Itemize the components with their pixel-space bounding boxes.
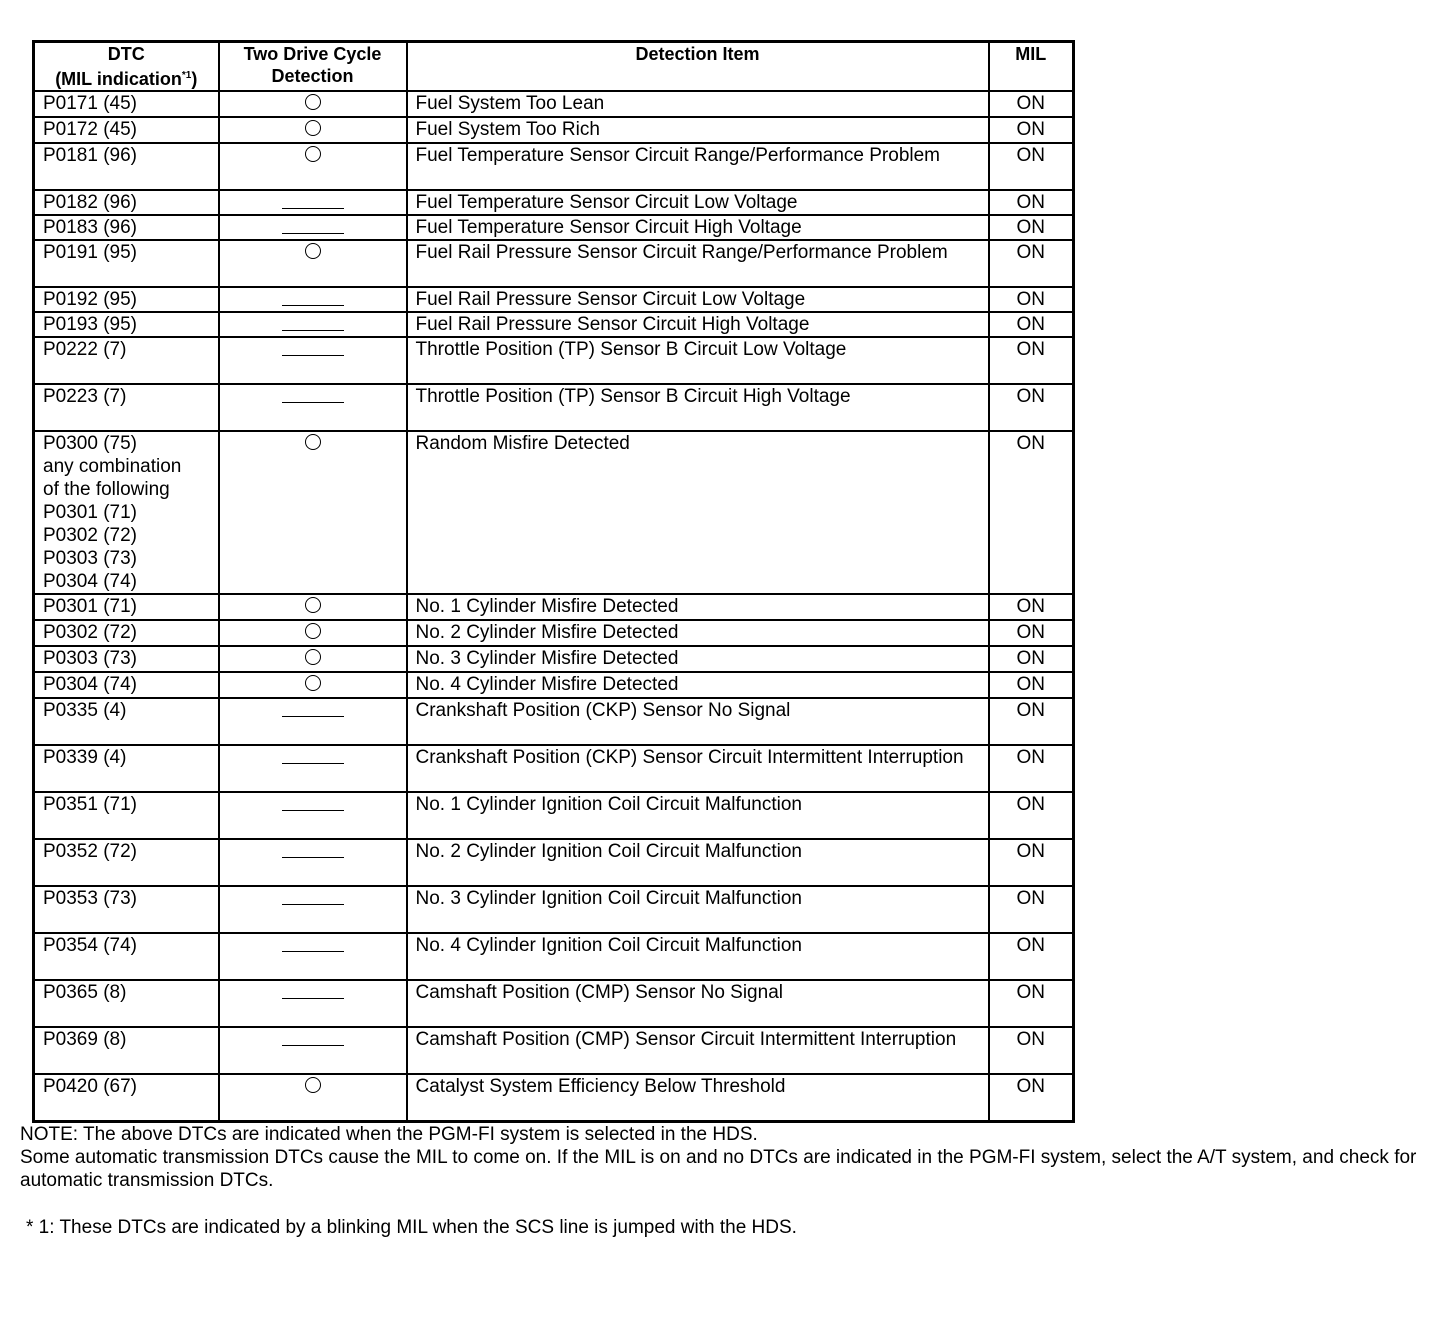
dash-icon: [282, 998, 344, 999]
dtc-code: P0365 (8): [43, 982, 127, 1003]
dtc-code: P0302 (72): [43, 622, 138, 643]
cell-detection-item: Fuel Rail Pressure Sensor Circuit High Voltage: [407, 312, 989, 337]
cell-detection-item: No. 2 Cylinder Misfire Detected: [407, 620, 989, 646]
cell-mil: ON: [989, 698, 1074, 745]
cell-mil: ON: [989, 384, 1074, 431]
dtc-code: P0304 (74): [43, 571, 138, 592]
table-row: [34, 933, 1074, 980]
cell-dtc: [34, 337, 219, 384]
cell-dtc: [34, 698, 219, 745]
dtc-code: P0222 (7): [43, 339, 127, 360]
cell-detection-item: Crankshaft Position (CKP) Sensor Circuit Intermittent Interruption: [407, 745, 989, 792]
table-row: [34, 312, 1074, 337]
dtc-code: P0339 (4): [43, 747, 127, 768]
dtc-code: P0303 (73): [43, 548, 138, 569]
cell-mil: ON: [989, 745, 1074, 792]
dash-icon: [282, 763, 344, 764]
cell-detection-item: Throttle Position (TP) Sensor B Circuit High Voltage: [407, 384, 989, 431]
cell-two-drive: [219, 933, 407, 980]
cell-two-drive: [219, 886, 407, 933]
cell-two-drive: [219, 980, 407, 1027]
cell-mil: ON: [989, 215, 1074, 240]
cell-detection-item: Fuel System Too Rich: [407, 117, 989, 143]
cell-detection-item: Fuel Rail Pressure Sensor Circuit Low Voltage: [407, 287, 989, 312]
table-row: [34, 431, 1074, 594]
cell-detection-item: Camshaft Position (CMP) Sensor Circuit Intermittent Interruption: [407, 1027, 989, 1074]
cell-dtc: [34, 117, 219, 143]
table-row: [34, 646, 1074, 672]
cell-mil: ON: [989, 287, 1074, 312]
dtc-code: P0172 (45): [43, 119, 138, 140]
cell-mil: ON: [989, 1027, 1074, 1074]
header-dtc-footnote-mark: *1: [181, 70, 192, 81]
cell-detection-item: No. 2 Cylinder Ignition Coil Circuit Malfunction: [407, 839, 989, 886]
cell-dtc: [34, 980, 219, 1027]
table-row: [34, 337, 1074, 384]
cell-two-drive: [219, 698, 407, 745]
dtc-code: P0301 (71): [43, 502, 138, 523]
table-row: [34, 980, 1074, 1027]
table-row: [34, 117, 1074, 143]
dtc-code: P0193 (95): [43, 314, 138, 335]
cell-two-drive: [219, 672, 407, 698]
cell-two-drive: [219, 215, 407, 240]
circle-icon: [305, 243, 321, 259]
header-detection-item: Detection Item: [407, 42, 989, 92]
dtc-code: P0171 (45): [43, 93, 138, 114]
cell-dtc: [34, 933, 219, 980]
dtc-code: P0181 (96): [43, 145, 138, 166]
table-row: [34, 1074, 1074, 1121]
dtc-code: P0183 (96): [43, 217, 138, 238]
dash-icon: [282, 330, 344, 331]
cell-detection-item: No. 1 Cylinder Misfire Detected: [407, 594, 989, 620]
table-row: [34, 886, 1074, 933]
cell-two-drive: [219, 384, 407, 431]
cell-mil: ON: [989, 240, 1074, 287]
dtc-code: P0335 (4): [43, 700, 127, 721]
table-row: [34, 91, 1074, 117]
table-row: [34, 745, 1074, 792]
table-row: [34, 287, 1074, 312]
table-row: [34, 698, 1074, 745]
table-row: [34, 215, 1074, 240]
cell-mil: ON: [989, 792, 1074, 839]
circle-icon: [305, 1077, 321, 1093]
cell-two-drive: [219, 431, 407, 594]
table-row: [34, 384, 1074, 431]
table-row: [34, 1027, 1074, 1074]
dtc-code: P0300 (75): [43, 433, 138, 454]
circle-icon: [305, 146, 321, 162]
dtc-code: P0352 (72): [43, 841, 138, 862]
table-header: [34, 42, 1074, 92]
table-row: [34, 143, 1074, 190]
dash-icon: [282, 716, 344, 717]
dtc-code: P0351 (71): [43, 794, 138, 815]
table-row: [34, 620, 1074, 646]
header-two-drive: Two Drive Cycle Detection: [219, 42, 407, 92]
cell-dtc: [34, 745, 219, 792]
cell-dtc: [34, 886, 219, 933]
dash-icon: [282, 1045, 344, 1046]
cell-two-drive: [219, 745, 407, 792]
cell-detection-item: Catalyst System Efficiency Below Threshold: [407, 1074, 989, 1121]
cell-dtc: [34, 384, 219, 431]
cell-two-drive: [219, 312, 407, 337]
cell-two-drive: [219, 240, 407, 287]
table-row: [34, 594, 1074, 620]
dtc-code: P0369 (8): [43, 1029, 127, 1050]
cell-dtc: [34, 143, 219, 190]
cell-mil: ON: [989, 312, 1074, 337]
circle-icon: [305, 649, 321, 665]
cell-two-drive: [219, 646, 407, 672]
header-mil: MIL: [989, 42, 1074, 92]
dash-icon: [282, 904, 344, 905]
dtc-code: P0304 (74): [43, 674, 138, 695]
cell-dtc: [34, 594, 219, 620]
header-dtc-label: DTC: [107, 44, 145, 64]
cell-detection-item: Fuel Temperature Sensor Circuit Range/Performance Problem: [407, 143, 989, 190]
circle-icon: [305, 597, 321, 613]
cell-two-drive: [219, 337, 407, 384]
dtc-code: P0301 (71): [43, 596, 138, 617]
cell-detection-item: Throttle Position (TP) Sensor B Circuit Low Voltage: [407, 337, 989, 384]
header-dtc-sub: (MIL indication: [55, 69, 182, 89]
cell-dtc: [34, 646, 219, 672]
dtc-code: P0420 (67): [43, 1076, 138, 1097]
dtc-code: P0353 (73): [43, 888, 138, 909]
cell-mil: ON: [989, 190, 1074, 215]
cell-mil: ON: [989, 620, 1074, 646]
cell-dtc: [34, 672, 219, 698]
cell-mil: ON: [989, 337, 1074, 384]
cell-two-drive: [219, 91, 407, 117]
dash-icon: [282, 355, 344, 356]
cell-two-drive: [219, 1027, 407, 1074]
cell-dtc: [34, 190, 219, 215]
cell-dtc: [34, 431, 219, 594]
cell-two-drive: [219, 143, 407, 190]
cell-dtc: [34, 1074, 219, 1121]
cell-mil: ON: [989, 839, 1074, 886]
cell-two-drive: [219, 839, 407, 886]
note-line-2: Some automatic transmission DTCs cause the MIL to come on. If the MIL is on and no DTCs are indicated in the PGM-FI system, select the A/T system, and check for automatic transmission DTCs.: [20, 1147, 1417, 1191]
cell-dtc: [34, 287, 219, 312]
dash-icon: [282, 402, 344, 403]
dtc-code: P0223 (7): [43, 386, 127, 407]
cell-mil: ON: [989, 980, 1074, 1027]
cell-detection-item: No. 1 Cylinder Ignition Coil Circuit Malfunction: [407, 792, 989, 839]
dtc-code: P0303 (73): [43, 648, 138, 669]
cell-mil: ON: [989, 594, 1074, 620]
circle-icon: [305, 120, 321, 136]
table-body: [34, 91, 1074, 1121]
table-row: [34, 839, 1074, 886]
cell-two-drive: [219, 287, 407, 312]
table-row: [34, 792, 1074, 839]
dash-icon: [282, 305, 344, 306]
note-line-1: NOTE: The above DTCs are indicated when the PGM-FI system is selected in the HDS.: [20, 1124, 758, 1145]
cell-two-drive: [219, 792, 407, 839]
header-dtc: [34, 42, 219, 92]
circle-icon: [305, 434, 321, 450]
cell-dtc: [34, 1027, 219, 1074]
table-row: [34, 240, 1074, 287]
cell-mil: ON: [989, 646, 1074, 672]
dtc-code: P0354 (74): [43, 935, 138, 956]
cell-two-drive: [219, 620, 407, 646]
cell-detection-item: Random Misfire Detected: [407, 431, 989, 594]
dtc-table: [32, 40, 1075, 1123]
cell-mil: ON: [989, 1074, 1074, 1121]
circle-icon: [305, 675, 321, 691]
cell-dtc: [34, 240, 219, 287]
cell-mil: ON: [989, 143, 1074, 190]
cell-two-drive: [219, 117, 407, 143]
cell-detection-item: No. 4 Cylinder Ignition Coil Circuit Malfunction: [407, 933, 989, 980]
circle-icon: [305, 623, 321, 639]
cell-dtc: [34, 620, 219, 646]
footnote: * 1: These DTCs are indicated by a blinking MIL when the SCS line is jumped with the HDS.: [26, 1217, 797, 1238]
table-row: [34, 672, 1074, 698]
dash-icon: [282, 233, 344, 234]
cell-two-drive: [219, 190, 407, 215]
cell-dtc: [34, 792, 219, 839]
cell-two-drive: [219, 1074, 407, 1121]
cell-mil: ON: [989, 886, 1074, 933]
cell-dtc: [34, 91, 219, 117]
cell-detection-item: No. 4 Cylinder Misfire Detected: [407, 672, 989, 698]
cell-mil: ON: [989, 91, 1074, 117]
dash-icon: [282, 857, 344, 858]
dtc-code: any combination: [43, 456, 182, 477]
cell-dtc: [34, 839, 219, 886]
cell-detection-item: No. 3 Cylinder Ignition Coil Circuit Malfunction: [407, 886, 989, 933]
cell-detection-item: Fuel Temperature Sensor Circuit High Voltage: [407, 215, 989, 240]
dtc-code: P0302 (72): [43, 525, 138, 546]
cell-dtc: [34, 312, 219, 337]
cell-detection-item: Fuel System Too Lean: [407, 91, 989, 117]
cell-mil: ON: [989, 117, 1074, 143]
dash-icon: [282, 810, 344, 811]
cell-detection-item: Fuel Rail Pressure Sensor Circuit Range/Performance Problem: [407, 240, 989, 287]
circle-icon: [305, 94, 321, 110]
cell-detection-item: Crankshaft Position (CKP) Sensor No Signal: [407, 698, 989, 745]
cell-dtc: [34, 215, 219, 240]
dtc-code: P0192 (95): [43, 289, 138, 310]
cell-mil: ON: [989, 933, 1074, 980]
dash-icon: [282, 208, 344, 209]
dtc-code: P0182 (96): [43, 192, 138, 213]
cell-detection-item: No. 3 Cylinder Misfire Detected: [407, 646, 989, 672]
cell-two-drive: [219, 594, 407, 620]
cell-mil: ON: [989, 672, 1074, 698]
table-row: [34, 190, 1074, 215]
cell-detection-item: Fuel Temperature Sensor Circuit Low Voltage: [407, 190, 989, 215]
header-dtc-close: ): [191, 69, 198, 89]
cell-mil: ON: [989, 431, 1074, 594]
dash-icon: [282, 951, 344, 952]
cell-detection-item: Camshaft Position (CMP) Sensor No Signal: [407, 980, 989, 1027]
dtc-code: of the following: [43, 479, 170, 500]
dtc-code: P0191 (95): [43, 242, 138, 263]
